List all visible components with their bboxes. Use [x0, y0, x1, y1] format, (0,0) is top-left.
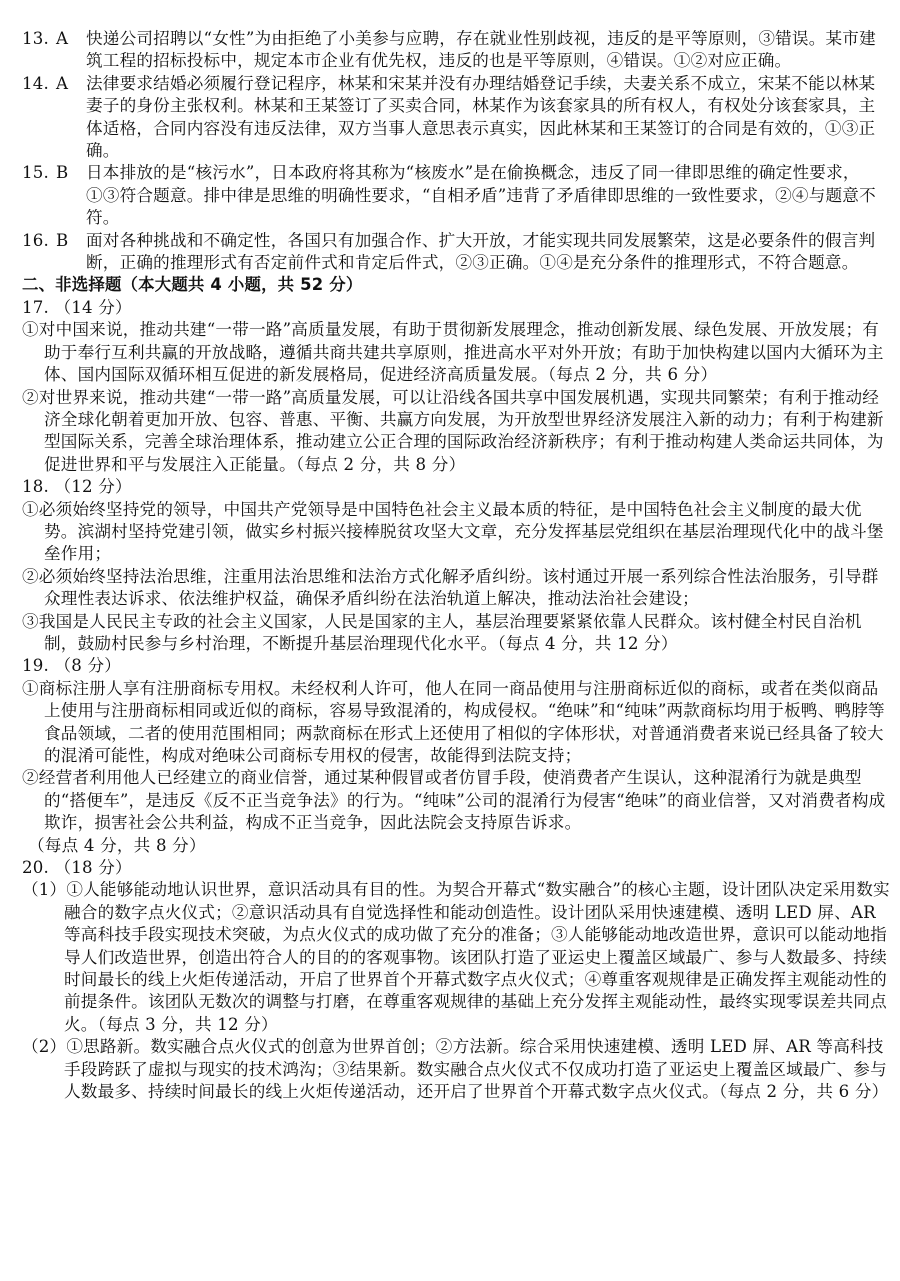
question-number: 16.	[22, 230, 49, 250]
mc-answer-15	[22, 162, 890, 229]
answer-point: ③我国是人民民主专政的社会主义国家，人民是国家的主人，基层治理要紧紧依靠人民群众。该村健全村民自治机制，鼓励村民参与乡村治理，不断提升基层治理现代化水平。（每点 4 分，共 12 分）	[22, 611, 862, 653]
section-heading: 二、非选择题（本大题共 4 小题，共 52 分）	[22, 275, 363, 295]
question-20	[22, 857, 890, 1103]
answer-letter: A	[56, 29, 69, 48]
question-number: 13.	[22, 29, 49, 48]
answer-letter: B	[56, 163, 69, 183]
answer-point: ②经营者利用他人已经建立的商业信誉，通过某种假冒或者仿冒手段，使消费者产生误认，这种混淆行为就是典型的“搭便车”，是违反《反不正当竞争法》的行为。“纯味”公司的混淆行为侵害“绝味”的商业信誉，又对消费者构成欺诈，损害社会公共利益，构成不正当竞争，因此法院会支持原告诉求。	[22, 768, 886, 833]
answer-key-page	[22, 28, 890, 1104]
question-number: 14.	[22, 73, 49, 93]
mc-answer-14	[22, 73, 890, 163]
answer-point: ②对世界来说，推动共建“一带一路”高质量发展，可以让沿线各国共享中国发展机遇，实现共同繁荣；有利于推动经济全球化朝着更加开放、包容、普惠、平衡、共赢方向发展，为开放型世界经济发展注入新的动力；有利于构建新型国际关系，完善全球治理体系，推动建立公正合理的国际政治经济新秩序；有利于推动构建人类命运共同体，为促进世界和平与发展注入正能量。（每点 2 分，共 8 分）	[22, 387, 884, 474]
answer-letter: B	[56, 230, 69, 250]
question-19	[22, 655, 890, 857]
answer-part: （2）①思路新。数实融合点火仪式的创意为世界首创；②方法新。综合采用快速建模、透明 LED 屏、AR 等高科技手段跨跃了虚拟与现实的技术鸿沟；③结果新。数实融合点火仪式不仅成功打造了亚运史上覆盖区域最广、参与人数最多、持续时间最长的线上火炬传递活动，还开启了世界首个开幕式数字点火仪式。（每点 2 分，共 6 分）	[22, 1037, 889, 1102]
answer-point: ①商标注册人享有注册商标专用权。未经权利人许可，他人在同一商品使用与注册商标近似的商标，或者在类似商品上使用与注册商标相同或近似的商标，容易导致混淆的，构成侵权。“绝味”和“纯味”两款商标均用于板鸭、鸭脖等食品领域，二者的使用范围相同；两款商标在形式上还使用了相似的字体形状，对普通消费者来说已经具备了较大的混淆可能性，构成对绝味公司商标专用权的侵害，故能得到法院支持；	[22, 678, 885, 765]
answer-point: ①对中国来说，推动共建“一带一路”高质量发展，有助于贯彻新发展理念，推动创新发展、绿色发展、开放发展；有助于奉行互利共赢的开放战略，遵循共商共建共享原则，推进高水平对外开放；有助于加快构建以国内大循环为主体、国内国际双循环相互促进的新发展格局，促进经济高质量发展。（每点 2 分，共 6 分）	[22, 320, 884, 385]
answer-explanation: 面对各种挑战和不确定性，各国只有加强合作、扩大开放，才能实现共同发展繁荣，这是必要条件的假言判断，正确的推理形式有否定前件式和肯定后件式，②③正确。①④是充分条件的推理形式，不符合题意。	[86, 230, 876, 273]
answer-explanation: 法律要求结婚必须履行登记程序，林某和宋某并没有办理结婚登记手续，夫妻关系不成立，宋某不能以林某妻子的身份主张权利。林某和王某签订了买卖合同，林某作为该套家具的所有权人，有权处分该套家具，主体适格，合同内容没有违反法律，双方当事人意思表示真实，因此林某和王某签订的合同是有效的，①③正确。	[86, 73, 876, 161]
question-label: 19. （8 分）	[22, 656, 122, 676]
answer-letter: A	[56, 73, 69, 93]
question-number: 15.	[22, 163, 49, 183]
question-label: 18. （12 分）	[22, 477, 132, 497]
question-label: 20. （18 分）	[22, 858, 132, 878]
question-label: 17. （14 分）	[22, 297, 132, 317]
question-18	[22, 476, 890, 655]
answer-point: ①必须始终坚持党的领导，中国共产党领导是中国特色社会主义最本质的特征，是中国特色社会主义制度的最大优势。滨湖村坚持党建引领，做实乡村振兴接棒脱贫攻坚大文章，充分发挥基层党组织在基层治理现代化中的战斗堡垒作用；	[22, 499, 884, 564]
score-note: （每点 4 分，共 8 分）	[28, 835, 206, 855]
answer-point: ②必须始终坚持法治思维，注重用法治思维和法治方式化解矛盾纠纷。该村通过开展一系列综合性法治服务，引导群众理性表达诉求、依法维护权益，确保矛盾纠纷在法治轨道上解决，推动法治社会建设；	[22, 566, 879, 609]
mc-answer-13	[22, 28, 890, 73]
answer-part: （1）①人能够能动地认识世界，意识活动具有目的性。为契合开幕式“数实融合”的核心主题，设计团队决定采用数实融合的数字点火仪式；②意识活动具有自觉选择性和能动创造性。设计团队采用快速建模、透明 LED 屏、AR 等高科技手段实现技术突破，为点火仪式的成功做了充分的准备；③人能够能动地改造世界，意识可以能动地指导人们改造世界，创造出符合人的目的的客观事物。该团队打造了亚运史上覆盖区域最广、参与人数最多、持续时间最长的线上火炬传递活动，开启了世界首个开幕式数字点火仪式；④尊重客观规律是正确发挥主观能动性的前提条件。该团队无数次的调整与打磨，在尊重客观规律的基础上充分发挥主观能动性，最终实现零误差共同点火。（每点 3 分，共 12 分）	[22, 880, 890, 1034]
answer-explanation: 快递公司招聘以“女性”为由拒绝了小美参与应聘，存在就业性别歧视，违反的是平等原则，③错误。某市建筑工程的招标投标中，规定本市企业有优先权，违反的也是平等原则，④错误。①②对应正确。	[86, 29, 876, 71]
mc-answer-16	[22, 230, 890, 275]
question-17	[22, 297, 890, 476]
answer-explanation: 日本排放的是“核污水”，日本政府将其称为“核废水”是在偷换概念，违反了同一律即思维的确定性要求，①③符合题意。排中律是思维的明确性要求，“自相矛盾”违背了矛盾律即思维的一致性要求，②④与题意不符。	[86, 163, 876, 228]
